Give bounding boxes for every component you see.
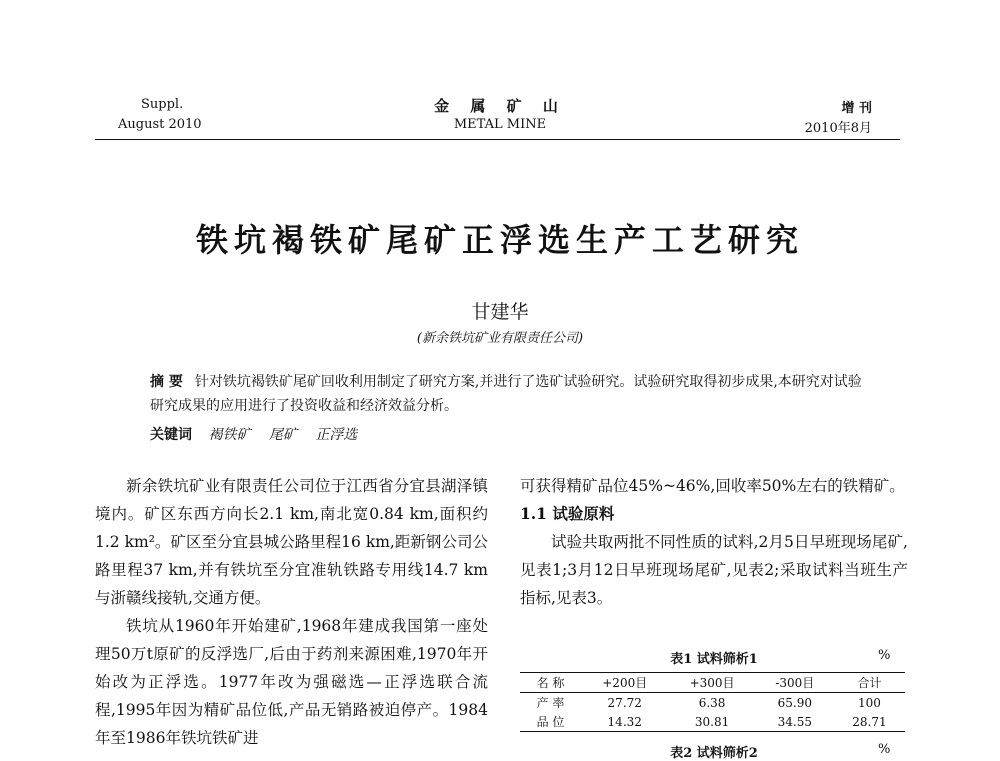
body-paragraph-2: 铁坑从1960年开始建矿,1968年建成我国第一座处理50万t原矿的反浮选厂,后由于药剂来源困难,1970年开始改为正浮选。1977年改为强磁选—正浮选联合流程,1995年因为精矿品位低,产品无销路被迫停产。1984年至1986年铁坑铁矿进	[95, 617, 488, 747]
table1-cell: 34.55	[756, 712, 834, 732]
header-issue-cn: 增 刊	[841, 101, 872, 116]
table1-cell: 27.72	[607, 695, 642, 710]
header-date-en: August 2010	[118, 117, 202, 132]
body-paragraph-3: 试验共取两批不同性质的试料,2月5日早班现场尾矿,见表1;3月12日早班现场尾矿,见表2;采取试料当班生产指标,见表3。	[520, 533, 908, 607]
table1-cell: 14.32	[581, 712, 668, 732]
table1-header-cell: -300目	[756, 673, 834, 693]
body-paragraph-continued: 可获得精矿品位45%~46%,回收率50%左右的铁精矿。	[520, 477, 905, 495]
table1-cell: 6.38	[698, 695, 726, 710]
table-row	[520, 693, 905, 713]
abstract-text: 针对铁坑褐铁矿尾矿回收利用制定了研究方案,并进行了选矿试验研究。试验研究取得初步成果,本研究对试验研究成果的应用进行了投资收益和经济效益分析。	[150, 374, 862, 414]
table1-cell: 65.90	[777, 695, 812, 710]
keywords-label: 关键词	[150, 427, 192, 443]
header-rule	[95, 139, 900, 140]
table1-caption: 表1 试料筛析1	[670, 652, 758, 667]
keyword-item: 正浮选	[315, 427, 358, 443]
article-title: 铁坑褐铁矿尾矿正浮选生产工艺研究	[195, 221, 804, 259]
keywords	[150, 424, 371, 444]
table1-cell: 30.81	[668, 712, 755, 732]
article-author: 甘建华	[471, 301, 529, 323]
header-journal-en: METAL MINE	[453, 117, 547, 132]
table1	[520, 672, 905, 732]
left-column	[95, 472, 488, 752]
table1-header-cell: +200目	[581, 673, 668, 693]
body-paragraph-1: 新余铁坑矿业有限责任公司位于江西省分宜县湖泽镇境内。矿区东西方向长2.1 km,南北宽0.84 km,面积约1.2 km²。矿区至分宜县城公路里程16 km,距新钢公司公路里程37 km,并有铁坑至分宜准轨铁路专用线14.7 km与浙赣线接轨,交通方便。	[95, 477, 488, 607]
table1-cell: 100	[857, 695, 881, 710]
table1-cell: 28.71	[834, 712, 905, 732]
table1-cell: 品 位	[520, 712, 581, 732]
keyword-item: 褐铁矿	[208, 427, 251, 443]
section-heading: 1.1 试验原料	[520, 504, 615, 523]
header-date-cn: 2010年8月	[804, 121, 872, 136]
right-column	[520, 472, 908, 612]
table-row	[520, 712, 905, 732]
header-suppl: Suppl.	[141, 97, 184, 112]
table1-unit: %	[878, 648, 891, 663]
table2-unit: %	[878, 742, 891, 757]
table1-header-cell: 名 称	[520, 673, 581, 693]
table1-cell: 产 率	[536, 696, 565, 710]
table1-header-cell: 合计	[834, 673, 905, 693]
abstract	[150, 370, 870, 418]
article-affiliation: (新余铁坑矿业有限责任公司)	[416, 331, 584, 346]
header-journal-cn: 金 属 矿 山	[434, 97, 566, 115]
table1-header-cell: +300目	[668, 673, 755, 693]
abstract-label: 摘 要	[150, 374, 183, 390]
table2-caption: 表2 试料筛析2	[670, 746, 758, 761]
keyword-item: 尾矿	[268, 427, 297, 443]
